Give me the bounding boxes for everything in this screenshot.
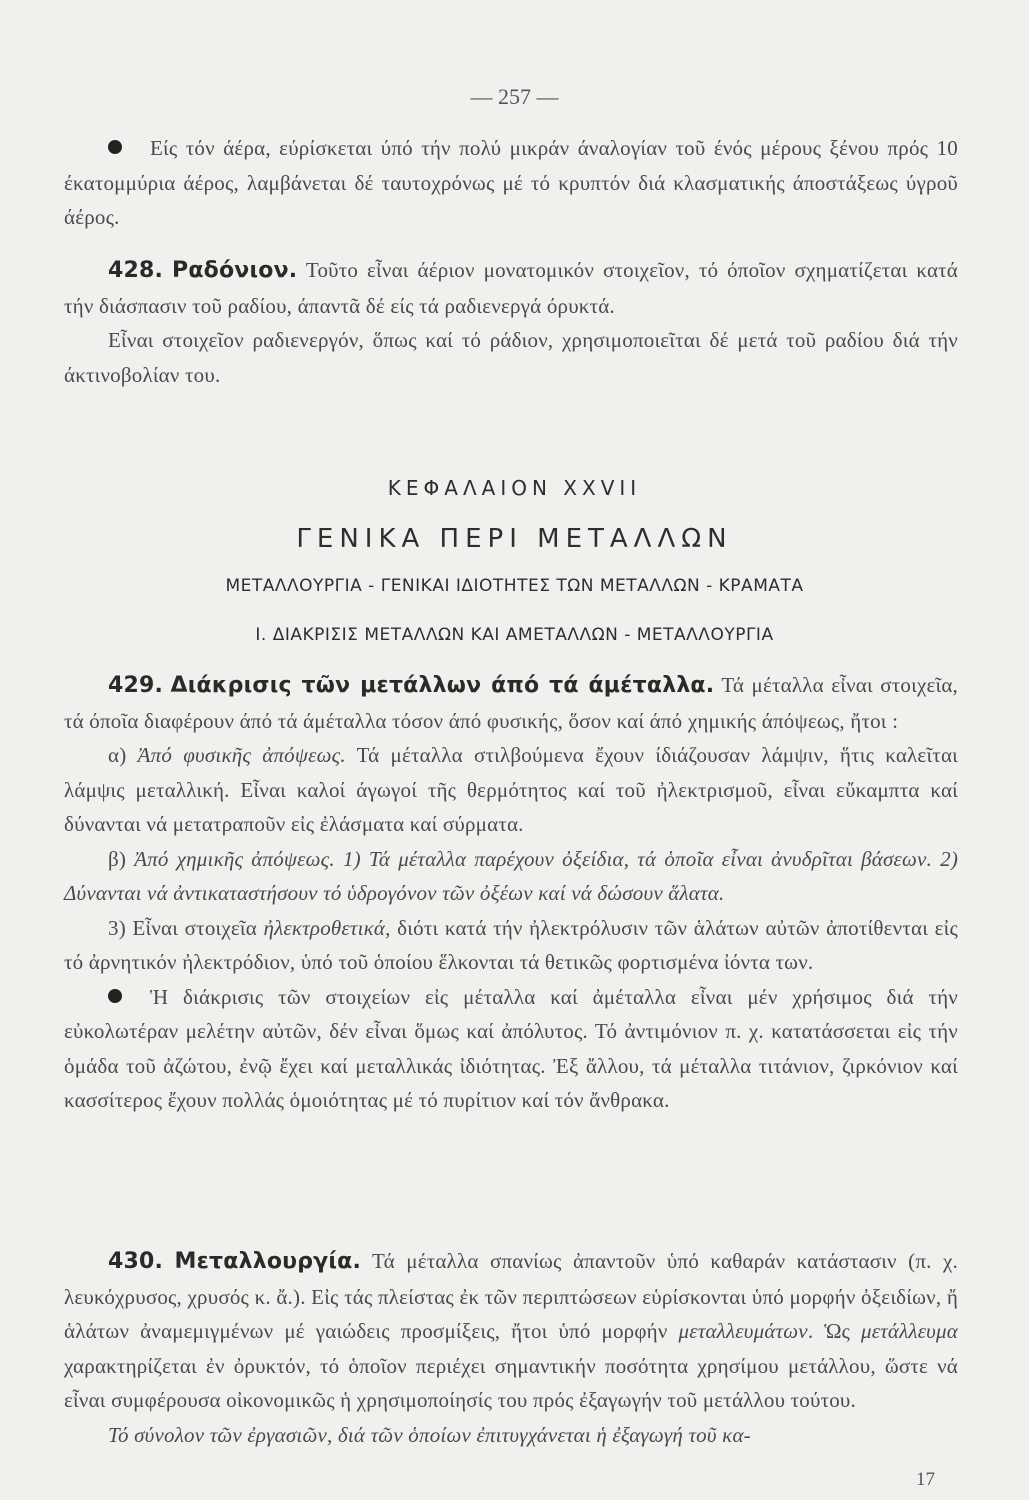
item-a-title: Ἀπό φυσικῆς ἀπόψεως.: [137, 743, 346, 767]
section-text: Τά μέταλλα εἶναι στοιχεῖα, τά όποῖα διαφέρουν άπό τά άμέταλλα τόσον άπό φυσικής, ὅσον καί άπό χημικής άπόψεως, ἤτοι :: [64, 673, 959, 733]
section-title: Μεταλλουργία.: [174, 1249, 362, 1274]
section-428: [64, 253, 958, 392]
paragraph-xenon: [64, 131, 958, 235]
section-paragraph: Εἶναι στοιχεῖον ραδιενεργόν, ὅπως καί τό ράδιον, χρησιμοποιεῖται δέ μετά τοῦ ραδίου διά τήν άκτινοβολίαν του.: [64, 328, 958, 387]
bullet-icon: [108, 989, 122, 1003]
section-number: 429.: [108, 673, 164, 698]
chapter-section-heading: Ι. ΔΙΑΚΡΙΣΙΣ ΜΕΤΑΛΛΩΝ ΚΑΙ ΑΜΕΤΑΛΛΩΝ - ΜΕΤΑΛΛΟΥΡΓΙΑ: [255, 625, 774, 645]
item-c: 3) Εἶναι στοιχεῖα ἠλεκτροθετικά, διότι κατά τήν ἠλεκτρόλυσιν τῶν ἁλάτων αὐτῶν ἀποτίθενται εἰς τό ἀρνητικόν ἠλεκτρόδιον, ὑπό τοῦ ὁποίου ἕλκονται τά θετικῶς φορτισμένα ἰόντα των.: [64, 915, 958, 974]
section-number: 430.: [108, 1249, 164, 1274]
item-b: β) Ἀπό χημικῆς ἀπόψεως. 1) Τά μέταλλα παρέχουν ὀξείδια, τά ὁποῖα εἶναι ἀνυδρῖται βάσεων. 2) Δύνανται νά ἀντικαταστήσουν τό ὑδρογόνον τῶν ὀξέων καί νά δώσουν ἅλατα.: [64, 846, 959, 905]
item-b-title: Ἀπό χημικῆς ἀπόψεως.: [134, 846, 335, 871]
bullet-icon: [108, 140, 122, 154]
section-number: 428.: [108, 258, 164, 283]
note-paragraph: Ἡ διάκρισις τῶν στοιχείων εἰς μέταλλα καί ἀμέταλλα εἶναι μέν χρήσιμος διά τήν εὐκολωτέραν μελέτην αὐτῶν, δέν εἶναι ὅμως καί ἀπόλυτος. Τό ἀντιμόνιον π. χ. κατατάσσεται εἰς τήν ὁμάδα τοῦ ἀζώτου, ἐνῷ ἔχει καί μεταλλικάς ἰδιότητας. Ἐξ ἄλλου, τά μέταλλα τιτάνιον, ζιρκόνιον καί κασσίτερος ἔχουν πολλάς ὁμοιότητας μέ τό πυρίτιον καί τόν ἄνθρακα.: [64, 984, 958, 1112]
chapter-subtitle: ΜΕΤΑΛΛΟΥΡΓΙΑ - ΓΕΝΙΚΑΙ ΙΔΙΟΤΗΤΕΣ ΤΩΝ ΜΕΤΑΛΛΩΝ - ΚΡΑΜΑΤΑ: [225, 576, 804, 596]
section-429: [64, 668, 958, 1118]
section-title: Ραδόνιον.: [172, 258, 298, 283]
section-text: Τοῦτο εἶναι άέριον μονατομικόν στοιχεῖον, τό όποῖον σχηματίζεται κατά τήν διάσπασιν τοῦ ραδίου, άπαντᾶ δέ είς τά ραδιενεργά όρυκτά.: [64, 258, 959, 318]
page-number: — 257 —: [470, 84, 559, 109]
chapter-title: ΓΕΝΙΚΑ ΠΕΡΙ ΜΕΤΑΛΛΩΝ: [296, 524, 733, 554]
continuation-line: Τό σύνολον τῶν ἐργασιῶν, διά τῶν ὁποίων ἐπιτυγχάνεται ἡ ἐξαγωγή τοῦ κα-: [108, 1422, 751, 1447]
section-title: Διάκρισις τῶν μετάλλων άπό τά άμέταλλα.: [170, 673, 715, 698]
chapter-label: ΚΕΦΑΛΑΙΟΝ XXVII: [387, 476, 642, 500]
signature-mark: 17: [916, 1469, 935, 1490]
section-430: 430. Μεταλλουργία. Τά μέταλλα σπανίως ἀπαντοῦν ὑπό καθαράν κατάστασιν (π. χ. λευκόχρυσος, χρυσός κ. ἄ.). Εἰς τάς πλείστας ἐκ τῶν περιπτώσεων εὑρίσκονται ὑπό μορφήν ὀξειδίων, ἤ ἁλάτων ἀναμεμιγμένων μέ γαιώδεις προσμίξεις, ἤτοι ὑπό μορφήν μεταλλευμάτων. Ὡς μετάλλευμα χαρακτηρίζεται ἐν ὀρυκτόν, τό ὁποῖον περιέχει σημαντικήν ποσότητα χρησίμου μετάλλου, ὥστε νά εἶναι συμφέρουσα οἰκονομικῶς ἡ χρησιμοποίησίς του πρός ἐξαγωγήν τοῦ μετάλλου τούτου. Τό σύνολον τῶν ἐργασιῶν, διά τῶν ὁποίων ἐπιτυγχάνεται ἡ ἐξαγωγή τοῦ κα-: [64, 1244, 958, 1452]
paragraph-text: Είς τόν άέρα, εύρίσκεται ύπό τήν πολύ μικράν άναλογίαν τοῦ ένός μέρους ξένου πρός 10 έκατομμύρια άέρος, λαμβάνεται δέ ταυτοχρόνως μέ τό κρυπτόν διά κλασματικής άποστάξεως ύγροῦ άέρος.: [64, 136, 958, 229]
item-a: α) Ἀπό φυσικῆς ἀπόψεως. Τά μέταλλα στιλβούμενα ἔχουν ίδιάζουσαν λάμψιν, ἥτις καλεῖται λάμψις μεταλλική. Εἶναι καλοί άγωγοί τῆς θερμότητος καί τοῦ ἠλεκτρισμοῦ, εἶναι εὔκαμπτα καί δύνανται νά μετατραποῦν εἰς ἐλάσματα καί σύρματα.: [64, 743, 958, 836]
